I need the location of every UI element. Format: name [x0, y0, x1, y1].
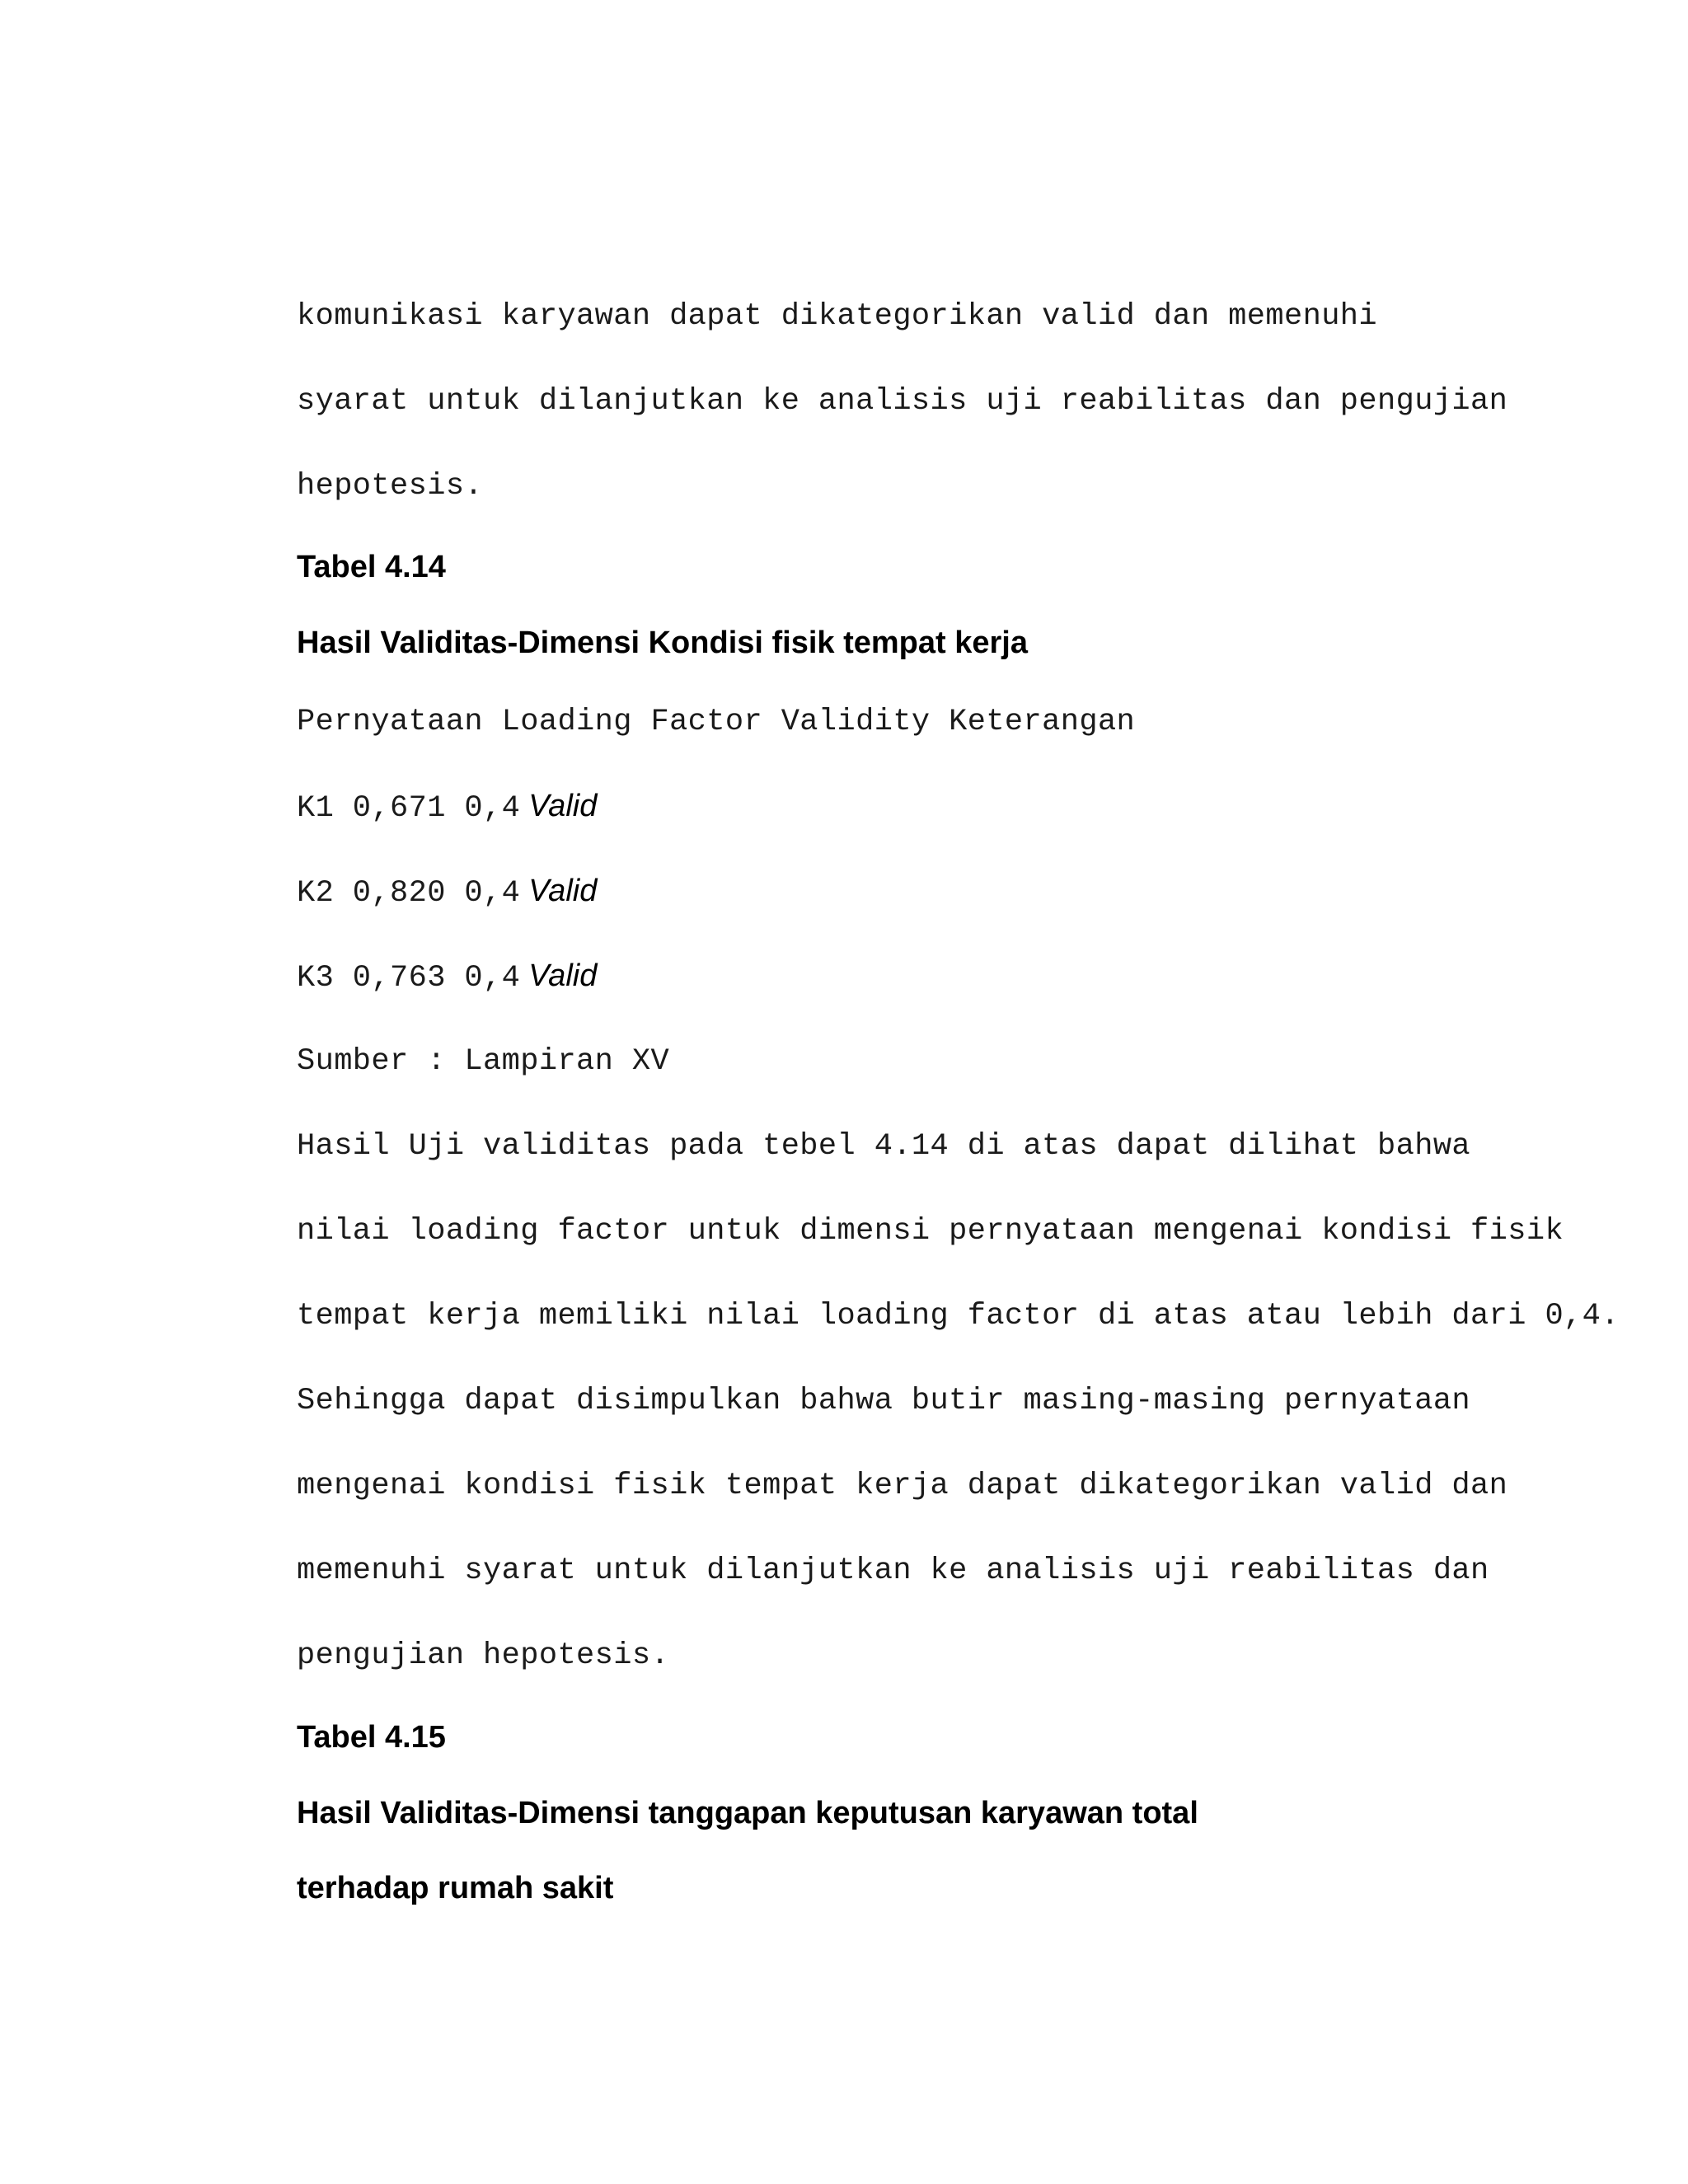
row-values: K2 0,820 0,4: [297, 876, 521, 911]
paragraph-line: hepotesis.: [297, 469, 484, 504]
row-status: Valid: [528, 958, 598, 993]
paragraph-line: memenuhi syarat untuk dilanjutkan ke analisis uji reabilitas dan: [297, 1554, 1489, 1588]
table-row: [297, 875, 597, 909]
row-status: Valid: [528, 789, 598, 823]
table-label: Tabel 4.15: [297, 1720, 446, 1755]
table-row: [297, 960, 597, 994]
row-status: Valid: [528, 874, 598, 908]
row-values: K1 0,671 0,4: [297, 791, 521, 826]
table-title: Hasil Validitas-Dimensi Kondisi fisik tempat kerja: [297, 626, 1028, 660]
table-title: Hasil Validitas-Dimensi tanggapan keputusan karyawan total: [297, 1796, 1198, 1830]
paragraph-line: mengenai kondisi fisik tempat kerja dapat dikategorikan valid dan: [297, 1469, 1508, 1503]
table-row: [297, 790, 597, 824]
paragraph-line: tempat kerja memiliki nilai loading factor di atas atau lebih dari 0,4.: [297, 1299, 1620, 1333]
paragraph-line: Hasil Uji validitas pada tebel 4.14 di atas dapat dilihat bahwa: [297, 1129, 1471, 1164]
paragraph-line: Sehingga dapat disimpulkan bahwa butir masing-masing pernyataan: [297, 1384, 1471, 1418]
table-label: Tabel 4.14: [297, 550, 446, 584]
row-values: K3 0,763 0,4: [297, 961, 521, 996]
paragraph-line: nilai loading factor untuk dimensi pernyataan mengenai kondisi fisik: [297, 1214, 1564, 1249]
paragraph-line: syarat untuk dilanjutkan ke analisis uji reabilitas dan pengujian: [297, 384, 1508, 419]
table-source: Sumber : Lampiran XV: [297, 1044, 670, 1079]
paragraph-line: komunikasi karyawan dapat dikategorikan valid dan memenuhi: [297, 299, 1378, 334]
paragraph-line: pengujian hepotesis.: [297, 1638, 670, 1673]
table-header: Pernyataan Loading Factor Validity Keterangan: [297, 705, 1136, 739]
table-title: terhadap rumah sakit: [297, 1871, 614, 1905]
